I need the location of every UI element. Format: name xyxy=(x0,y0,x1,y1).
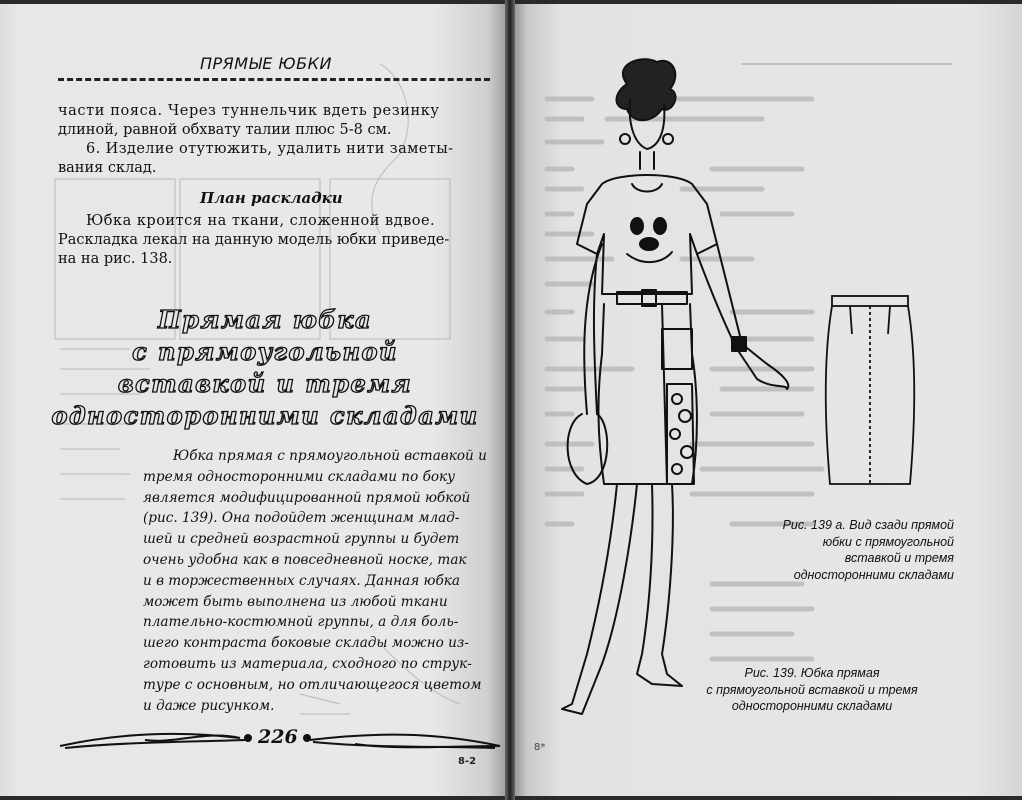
text-line: Юбка прямая с прямоугольной вставкой и xyxy=(173,448,487,464)
text-line: шей и средней возрастной группы и будет xyxy=(143,531,460,548)
right-page xyxy=(512,4,1022,796)
caption-line: Рис. 139 а. Вид сзади прямой xyxy=(782,518,954,532)
text-line: плательно-костюмной группы, а для боль- xyxy=(143,614,459,631)
section-title xyxy=(30,304,500,432)
text-line: вания склад. xyxy=(58,160,157,176)
text-line: и даже рисунком. xyxy=(143,697,275,714)
title-line: вставкой и тремя xyxy=(117,369,413,398)
caption-line: с прямоугольной вставкой и тремя xyxy=(706,682,918,697)
fashion-illustration xyxy=(542,54,842,734)
text-line: на на рис. 138. xyxy=(58,251,173,267)
subheading: План раскладки xyxy=(200,189,343,207)
skirt-back-view xyxy=(822,294,922,494)
left-page xyxy=(0,4,508,796)
running-head: ПРЯМЫЕ ЮБКИ xyxy=(200,54,332,73)
text-line: (рис. 139). Она подойдет женщинам млад- xyxy=(143,510,460,527)
caption-figure xyxy=(682,665,942,715)
text-line: туре с основным, но отличающегося цветом xyxy=(143,676,482,693)
caption-line: юбки с прямоугольной xyxy=(822,534,954,549)
text-line: готовить из материала, сходного по струк- xyxy=(143,655,472,672)
caption-line: односторонними складами xyxy=(793,567,954,582)
text-line: 6. Изделие отутюжить, удалить нити заметы- xyxy=(86,141,454,157)
caption-line: Рис. 139. Юбка прямая xyxy=(744,666,880,680)
page-number: 226 xyxy=(258,726,298,748)
text-line: является модифицированной прямой юбкой xyxy=(143,489,471,506)
description-paragraph xyxy=(143,446,493,716)
printer-signature: 8-2 xyxy=(458,756,477,767)
text-line: и в торжественных случаях. Данная юбка xyxy=(143,572,461,589)
text-line: длиной, равной обхвату талии плюс 5-8 см. xyxy=(58,122,392,138)
layout-paragraph xyxy=(58,212,490,269)
text-line: шего контраста боковые склады можно из- xyxy=(143,635,469,652)
header-divider xyxy=(58,78,490,81)
book-gutter xyxy=(505,0,515,800)
text-line: может быть выполнена из любой ткани xyxy=(143,593,448,610)
caption-back-view xyxy=(734,517,954,583)
title-line: односторонними складами xyxy=(51,401,479,430)
caption-line: вставкой и тремя xyxy=(844,551,954,565)
text-line: Юбка кроится на ткани, сложенной вдвое. xyxy=(86,213,436,229)
printer-signature-right: 8* xyxy=(534,742,546,753)
text-line: Раскладка лекал на данную модель юбки приведе- xyxy=(58,232,450,248)
text-line: части пояса. Через туннельчик вдеть резинку xyxy=(58,103,440,119)
text-line: очень удобна как в повседневной носке, так xyxy=(143,551,467,568)
caption-line: односторонними складами xyxy=(731,699,893,713)
body-text-top xyxy=(58,102,490,178)
title-line: с прямоугольной xyxy=(132,337,398,366)
title-line: Прямая юбка xyxy=(157,305,373,334)
text-line: тремя односторонними складами по боку xyxy=(143,468,456,485)
